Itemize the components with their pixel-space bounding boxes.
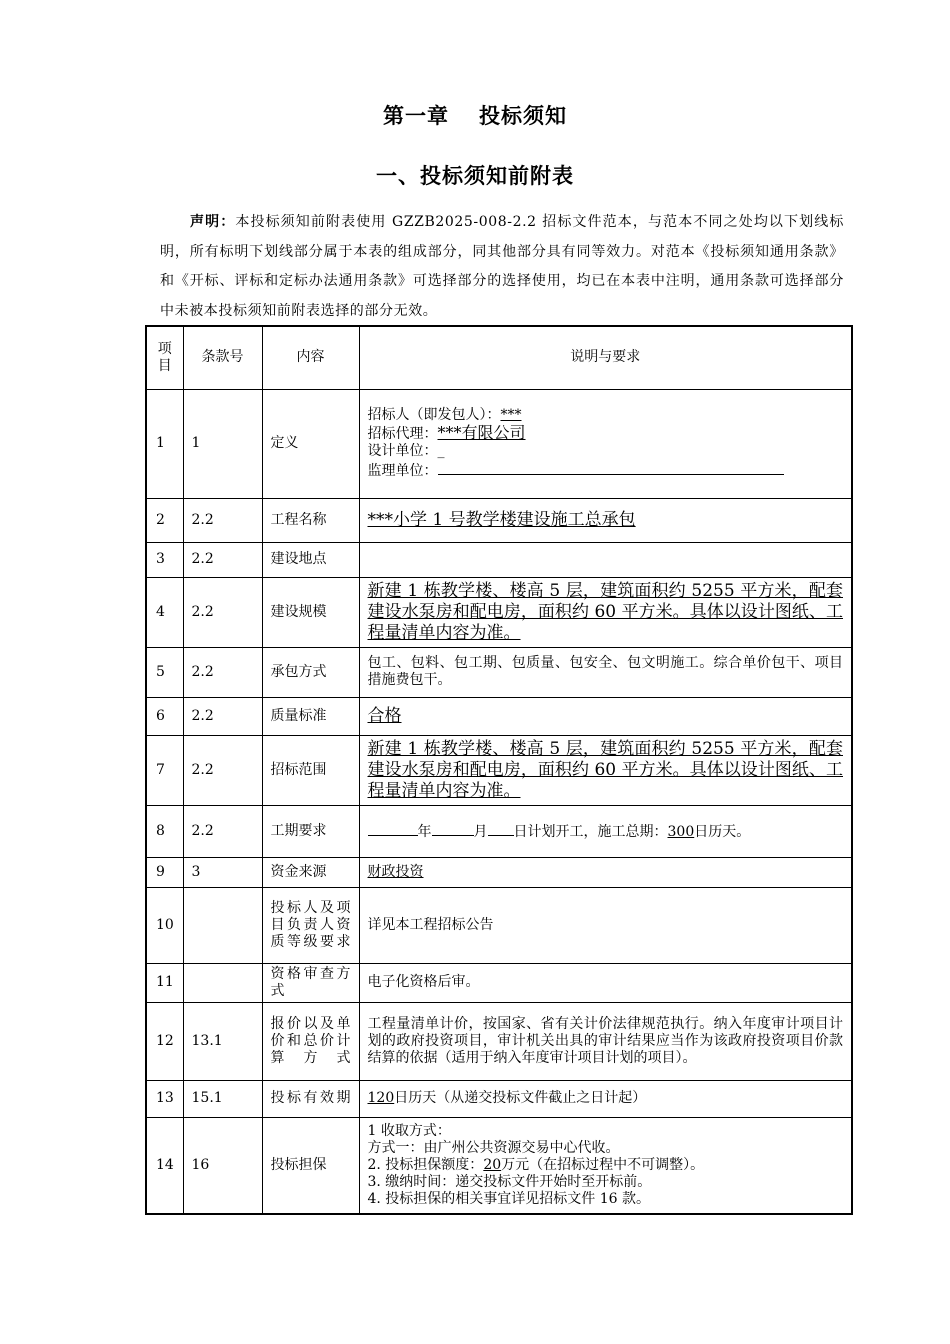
row-content: 报价以及单价和总价计算方式 [262, 1002, 359, 1080]
row-content: 工期要求 [262, 805, 359, 857]
row-desc: 包工、包料、包工期、包质量、包安全、包文明施工。综合单价包干、项目措施费包干。 [359, 647, 852, 697]
row-desc [359, 857, 852, 887]
table-row [146, 647, 852, 697]
row-desc [359, 697, 852, 735]
month-blank [432, 821, 474, 836]
row-clause: 3 [183, 857, 262, 887]
table-row [146, 389, 852, 498]
row-no: 14 [146, 1117, 183, 1214]
design-unit-label: 设计单位： [367, 443, 438, 459]
row-no: 4 [146, 577, 183, 647]
chapter-number: 第一章 [383, 104, 449, 128]
row-content: 资格审查方式 [262, 963, 359, 1002]
header-item: 项目 [146, 326, 183, 389]
year-label: 年 [417, 824, 432, 840]
row-clause: 2.2 [183, 697, 262, 735]
table-row [146, 857, 852, 887]
row-desc [359, 498, 852, 542]
row-desc [359, 389, 852, 498]
row-content: 承包方式 [262, 647, 359, 697]
statement-label: 声明： [190, 214, 236, 230]
row-no: 1 [146, 389, 183, 498]
guarantee-amount: 20 [483, 1156, 502, 1173]
row-clause: 2.2 [183, 805, 262, 857]
row-clause: 1 [183, 389, 262, 498]
row-content: 投标有效期 [262, 1080, 359, 1117]
supervisor-blank [438, 460, 784, 475]
agent-value: ***有限公司 [437, 423, 526, 442]
quality-standard: 合格 [367, 705, 402, 726]
row-no: 12 [146, 1002, 183, 1080]
row-desc: 详见本工程招标公告 [359, 887, 852, 963]
table-row [146, 1002, 852, 1080]
row-clause: 2.2 [183, 735, 262, 805]
row-no: 6 [146, 697, 183, 735]
row-desc: 工程量清单计价，按国家、省有关计价法律规范执行。纳入年度审计项目计划的政府投资项目，审计机关出具的审计结果应当作为该政府投资项目价款结算的依据（适用于纳入年度审计项目计划的项目）。 [359, 1002, 852, 1080]
row-clause: 2.2 [183, 498, 262, 542]
year-blank [368, 821, 418, 836]
tender-scope: 新建 1 栋教学楼、楼高 5 层，建筑面积约 5255 平方米，配套建设水泵房和配电房，面积约 60 平方米。具体以设计图纸、工程量清单内容为准。 [367, 738, 843, 801]
tenderer-value: *** [500, 407, 522, 423]
row-no: 11 [146, 963, 183, 1002]
table-row [146, 735, 852, 805]
row-no: 7 [146, 735, 183, 805]
row-clause: 2.2 [183, 577, 262, 647]
row-no: 5 [146, 647, 183, 697]
row-no: 9 [146, 857, 183, 887]
table-row [146, 697, 852, 735]
day-blank [488, 821, 514, 836]
guarantee-line-3 [368, 1157, 844, 1174]
row-no: 3 [146, 542, 183, 577]
row-no: 10 [146, 887, 183, 963]
table-row [146, 498, 852, 542]
table-row [146, 805, 852, 857]
header-desc: 说明与要求 [359, 326, 852, 389]
row-content: 资金来源 [262, 857, 359, 887]
funding-source: 财政投资 [367, 863, 424, 880]
table-row [146, 1117, 852, 1214]
row-no: 8 [146, 805, 183, 857]
guarantee-amount-label: 2. 投标担保额度： [367, 1156, 484, 1173]
table-row [146, 963, 852, 1002]
row-clause [183, 887, 262, 963]
tenderer-label: 招标人（即发包人）： [367, 407, 501, 423]
duration-unit: 日历天。 [694, 824, 751, 840]
header-content: 内容 [262, 326, 359, 389]
row-content: 投标人及项目负责人资质等级要求 [262, 887, 359, 963]
row-desc: 电子化资格后审。 [359, 963, 852, 1002]
day-start-label: 日计划开工，施工总期： [513, 824, 668, 840]
table-row [146, 542, 852, 577]
row-clause: 2.2 [183, 647, 262, 697]
validity-days: 120 [367, 1090, 395, 1106]
row-content: 建设规模 [262, 577, 359, 647]
guarantee-line-5: 4. 投标担保的相关事宜详见招标文件 16 款。 [367, 1190, 651, 1207]
agent-label: 招标代理： [367, 426, 438, 442]
row-no: 13 [146, 1080, 183, 1117]
chapter-heading [0, 100, 950, 130]
table-header-row [146, 326, 852, 389]
table-row [146, 887, 852, 963]
statement-paragraph [160, 208, 844, 326]
construction-scale: 新建 1 栋教学楼、楼高 5 层，建筑面积约 5255 平方米，配套建设水泵房和配电房，面积约 60 平方米。具体以设计图纸、工程量清单内容为准。 [367, 580, 843, 643]
bid-instructions-table [145, 325, 853, 1215]
guarantee-line-2: 方式一：由广州公共资源交易中心代收。 [367, 1139, 620, 1156]
row-desc [359, 735, 852, 805]
row-content: 工程名称 [262, 498, 359, 542]
guarantee-line-4: 3. 缴纳时间：递交投标文件开始时至开标前。 [367, 1173, 652, 1190]
supervisor-label: 监理单位： [367, 463, 438, 479]
chapter-title: 投标须知 [479, 104, 567, 128]
table-row [146, 1080, 852, 1117]
row-desc [359, 577, 852, 647]
row-clause: 2.2 [183, 542, 262, 577]
design-unit-value: _ [437, 443, 445, 459]
row-content: 招标范围 [262, 735, 359, 805]
row-clause: 16 [183, 1117, 262, 1214]
row-clause [183, 963, 262, 1002]
row-clause: 15.1 [183, 1080, 262, 1117]
project-name: ***小学 1 号教学楼建设施工总承包 [367, 509, 636, 530]
row-content: 定义 [262, 389, 359, 498]
validity-rest: 日历天（从递交投标文件截止之日计起） [394, 1090, 647, 1106]
section-heading: 一、投标须知前附表 [376, 164, 574, 188]
row-content: 投标担保 [262, 1117, 359, 1214]
table-row [146, 577, 852, 647]
guarantee-line-1: 1 收取方式： [367, 1122, 451, 1139]
row-desc [359, 542, 852, 577]
month-label: 月 [473, 824, 488, 840]
row-no: 2 [146, 498, 183, 542]
header-clause: 条款号 [183, 326, 262, 389]
statement-text: 本投标须知前附表使用 GZZB2025-008-2.2 招标文件范本，与范本不同之处均以下划线标明，所有标明下划线部分属于本表的组成部分，同其他部分具有同等效力。对范本《投标须知通用条款》和《开标、评标和定标办法通用条款》可选择部分的选择使用，均已在本表中注明，通用条款可选择部分中未被本投标须知前附表选择的部分无效。 [160, 214, 844, 319]
row-desc [359, 1080, 852, 1117]
guarantee-amount-unit: 万元（在招标过程中不可调整）。 [501, 1156, 705, 1173]
row-content: 质量标准 [262, 697, 359, 735]
row-content: 建设地点 [262, 542, 359, 577]
row-desc [359, 1117, 852, 1214]
duration-days: 300 [667, 824, 695, 840]
row-clause: 13.1 [183, 1002, 262, 1080]
row-desc [359, 805, 852, 857]
